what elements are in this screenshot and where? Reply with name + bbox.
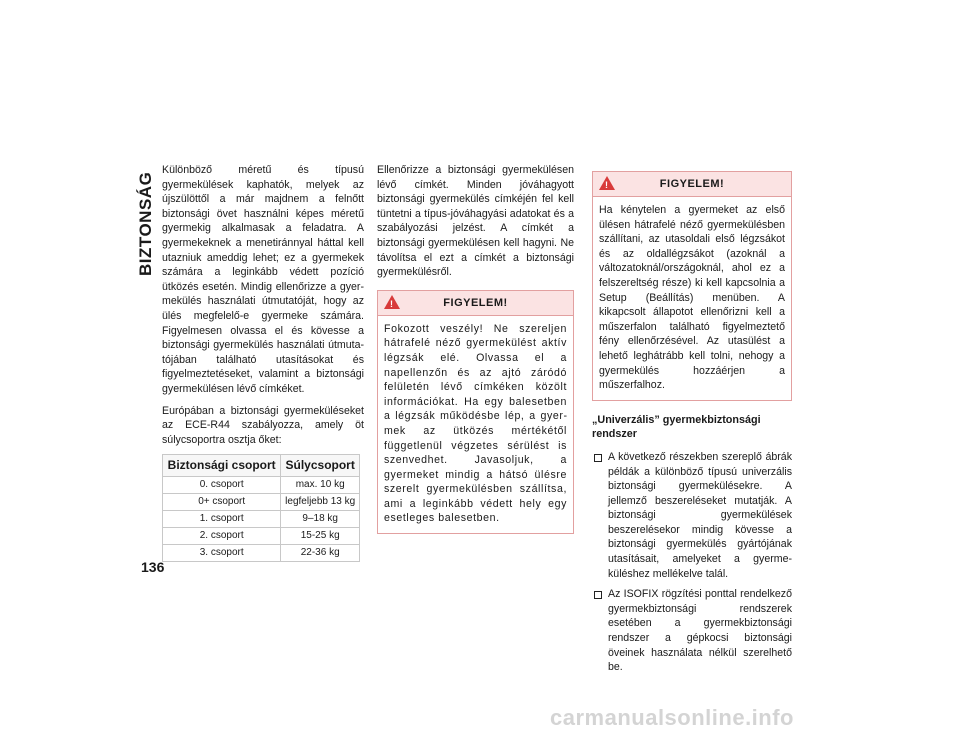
column-3 [592,163,792,681]
warning-header: ! FIGYELEM! [593,172,791,197]
table-row [163,545,360,562]
warning-box-front-seat [592,171,792,401]
table-cell: max. 10 kg [281,477,360,494]
section-title: BIZTONSÁG [136,171,155,276]
page-number: 136 [141,559,165,575]
list-item [592,450,792,581]
table-row [163,528,360,545]
warning-header: ! FIGYELEM! [378,291,573,316]
table-row [163,494,360,511]
column-2 [377,163,574,534]
warning-box-airbag [377,290,574,534]
table-cell: 2. csoport [163,528,281,545]
table-row [163,511,360,528]
column-1 [162,163,364,562]
table-cell: 15-25 kg [281,528,360,545]
checkbox-bullet-icon [594,591,602,599]
header-weight-group: Súlycsoport [281,455,360,477]
table-cell: 1. csoport [163,511,281,528]
watermark: carmanualsonline.info [550,705,794,730]
warning-title: FIGYELEM! [443,296,508,309]
intro-paragraph: Különböző méretű és típusú gyermekülések kaphatók, melyek az újszülöttől a már majdnem a felnőtt biztonsági övet használni képes méretű gyermekig alkalmasak a feladatra. A gyermekeknek a menetiránnyal háttal kell utazniuk ameddig lehet; ez a gyermekek számára a leginkább védett pozíció ütközés esetén. Mindig ellenőrizze a gyermekülés használati útmutatóját, hogy az ülés megfelelő-e gyermeke számára. Figyelmesen olvassa el és kövesse a biztonsági gyermekülés használati útmutatójában található utasításokat és figyelmeztetéseket, valamint a biztonsági gyermekülésen lévő címkéket. [162,164,364,395]
label-paragraph: Ellenőrizze a biztonsági gyermekülésen lévő címkét. Minden jóváhagyott biztonsági gyermekülés címkéjén fel kell tüntetni a típus-jóváhagyási adatokat és a szabályozási jelzést. A címkét a biztonsági gyermekülésen kell hagyni. Ne távolítsa el ezt a címkét a biztonsági gyermekülésről. [377,164,574,279]
list-item-text: Az ISOFIX rögzítési ponttal rendelkező gyermekbiztonsági rendszerek esetében a gyermekbiztonsági rendszer a gépkocsi biztonsági öveinek használata nélkül szerelhető be. [608,588,792,674]
regulation-paragraph: Európában a biztonsági gyermeküléseket az ECE-R44 szabályozza, amely öt súlycsoportra osztja őket: [162,404,364,446]
table-cell: 0+ csoport [163,494,281,511]
table-cell: 0. csoport [163,477,281,494]
checkbox-bullet-icon [594,454,602,462]
list-item-text: A következő részekben szereplő ábrák példák a különböző típusú univerzális biztonsági gyermekülésekre. A jellemző beszereléseket mutatják. A biztonsági gyermekülések beszerelésekor mindig kövesse a biztonsági gyermekülés gyártójának utasításait, amelyeket a gyermeküléshez mellékelve talál. [608,450,792,580]
weight-group-table [162,454,360,562]
table-cell: legfeljebb 13 kg [281,494,360,511]
table-header-row [163,455,360,477]
table-cell: 9–18 kg [281,511,360,528]
warning-title: FIGYELEM! [659,178,725,190]
table-cell: 22-36 kg [281,545,360,562]
table-row [163,477,360,494]
warning-text: Fokozott veszély! Ne szereljen hátrafelé néző gyermekülést aktív légzsák elé. Olvassa el a napellenzőn és az ajtó záródó felületén lévő címkéken közölt információkat. Ha egy balesetben a légzsák működésbe lép, a gyermek az ütközés mértékétől függetlenül végzetes sérülést is szenvedhet. Javasoljuk, a gyermeket mindig a hátsó ülésre szerelt gyermekülésben szállítsa, ami a leginkább védett hely egy esetleges balesetben. [384,322,567,525]
list-item [592,587,792,675]
warning-text: Ha kénytelen a gyermeket az első ülésen hátrafelé néző gyermekülésben szállítani, az utasoldali első légzsákot és az oldallégzsákot (azoknál a változatoknál/országoknál, ahol ez a felszereltség része) ki kell kapcsolnia a Setup (Beállítás) menüben. A kikapcsolt állapotot ellenőrizni kell a műszerfalon található figyelmeztető fény ellenőrzésével. Az utasülést a lehető leghátrább kell tolni, nehogy a gyermekülés hozzáérjen a műszerfalhoz. [599,204,785,392]
table-cell: 3. csoport [163,545,281,562]
header-safety-group: Biztonsági csoport [163,455,281,477]
universal-system-heading: „Univerzális” gyermekbiztonsági rendszer [592,413,761,441]
